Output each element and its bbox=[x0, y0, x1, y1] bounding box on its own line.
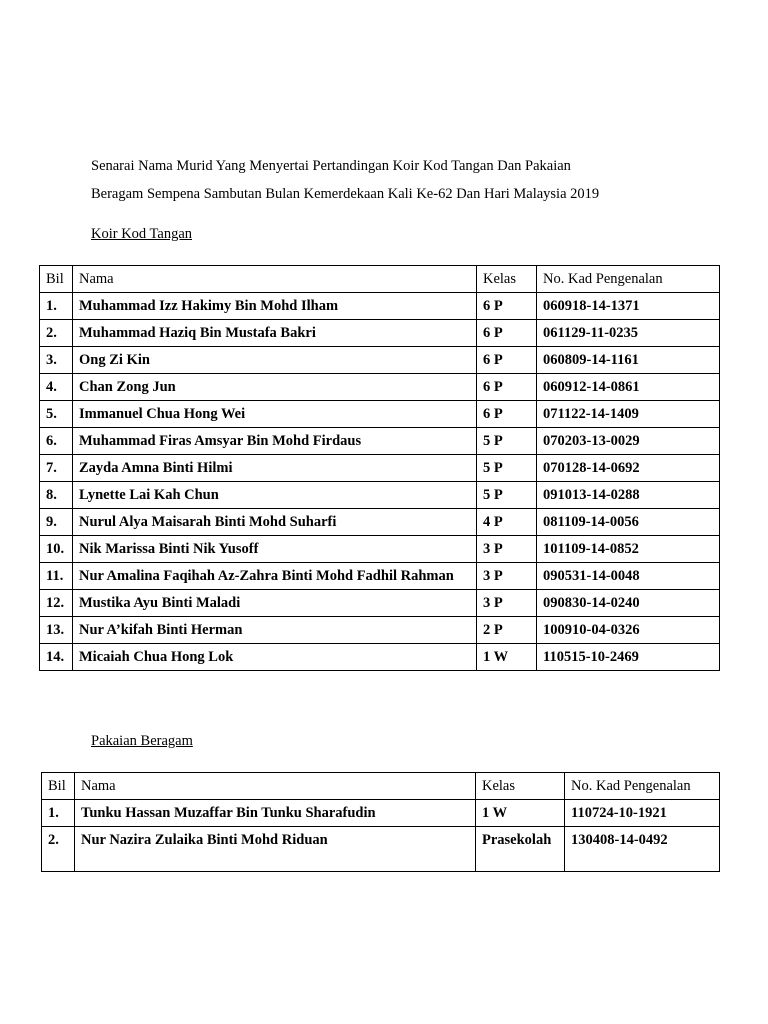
cell-bil: 9. bbox=[40, 509, 73, 536]
header-ic: No. Kad Pengenalan bbox=[565, 773, 720, 800]
cell-kelas: 5 P bbox=[477, 455, 537, 482]
cell-bil: 11. bbox=[40, 563, 73, 590]
cell-ic: 110515-10-2469 bbox=[537, 644, 720, 671]
cell-bil: 10. bbox=[40, 536, 73, 563]
header-bil: Bil bbox=[40, 266, 73, 293]
cell-ic: 070203-13-0029 bbox=[537, 428, 720, 455]
cell-nama: Nurul Alya Maisarah Binti Mohd Suharfi bbox=[73, 509, 477, 536]
document-title-line-1: Senarai Nama Murid Yang Menyertai Pertandingan Koir Kod Tangan Dan Pakaian bbox=[91, 158, 571, 174]
cell-kelas: 5 P bbox=[477, 428, 537, 455]
cell-bil: 4. bbox=[40, 374, 73, 401]
cell-bil: 2. bbox=[42, 827, 75, 872]
section-heading-pakaian: Pakaian Beragam bbox=[91, 733, 193, 749]
cell-ic: 070128-14-0692 bbox=[537, 455, 720, 482]
header-nama: Nama bbox=[75, 773, 476, 800]
cell-nama: Immanuel Chua Hong Wei bbox=[73, 401, 477, 428]
cell-nama: Nik Marissa Binti Nik Yusoff bbox=[73, 536, 477, 563]
cell-nama: Chan Zong Jun bbox=[73, 374, 477, 401]
cell-kelas: 5 P bbox=[477, 482, 537, 509]
table-row bbox=[40, 347, 720, 374]
cell-kelas: 3 P bbox=[477, 563, 537, 590]
table-row bbox=[40, 590, 720, 617]
header-kelas: Kelas bbox=[477, 266, 537, 293]
cell-ic: 101109-14-0852 bbox=[537, 536, 720, 563]
cell-bil: 12. bbox=[40, 590, 73, 617]
cell-bil: 6. bbox=[40, 428, 73, 455]
cell-kelas: 6 P bbox=[477, 293, 537, 320]
cell-bil: 1. bbox=[42, 800, 75, 827]
cell-bil: 14. bbox=[40, 644, 73, 671]
section-heading-koir: Koir Kod Tangan bbox=[91, 226, 193, 242]
table-header-row bbox=[42, 773, 720, 800]
cell-kelas: 6 P bbox=[477, 401, 537, 428]
document-title-line-2: Beragam Sempena Sambutan Bulan Kemerdekaan Kali Ke-62 Dan Hari Malaysia 2019 bbox=[91, 186, 600, 202]
cell-kelas: 2 P bbox=[477, 617, 537, 644]
cell-nama: Nur Amalina Faqihah Az-Zahra Binti Mohd Fadhil Rahman bbox=[73, 563, 477, 590]
cell-nama: Nur Nazira Zulaika Binti Mohd Riduan bbox=[75, 827, 476, 872]
cell-kelas: 6 P bbox=[477, 347, 537, 374]
table-row bbox=[40, 401, 720, 428]
cell-bil: 2. bbox=[40, 320, 73, 347]
table-row bbox=[40, 455, 720, 482]
cell-nama: Nur A’kifah Binti Herman bbox=[73, 617, 477, 644]
cell-nama: Zayda Amna Binti Hilmi bbox=[73, 455, 477, 482]
header-kelas: Kelas bbox=[476, 773, 565, 800]
table-row bbox=[42, 827, 720, 872]
cell-nama: Muhammad Firas Amsyar Bin Mohd Firdaus bbox=[73, 428, 477, 455]
table-row bbox=[40, 482, 720, 509]
table-row bbox=[40, 644, 720, 671]
cell-kelas: Prasekolah bbox=[476, 827, 565, 872]
cell-bil: 13. bbox=[40, 617, 73, 644]
cell-kelas: 1 W bbox=[476, 800, 565, 827]
cell-kelas: 1 W bbox=[477, 644, 537, 671]
cell-nama: Mustika Ayu Binti Maladi bbox=[73, 590, 477, 617]
cell-bil: 3. bbox=[40, 347, 73, 374]
cell-nama: Ong Zi Kin bbox=[73, 347, 477, 374]
cell-nama: Muhammad Izz Hakimy Bin Mohd Ilham bbox=[73, 293, 477, 320]
cell-nama: Lynette Lai Kah Chun bbox=[73, 482, 477, 509]
table-row bbox=[40, 320, 720, 347]
cell-nama: Tunku Hassan Muzaffar Bin Tunku Sharafudin bbox=[75, 800, 476, 827]
header-nama: Nama bbox=[73, 266, 477, 293]
table-row bbox=[40, 509, 720, 536]
pakaian-table bbox=[41, 772, 720, 872]
table-header-row bbox=[40, 266, 720, 293]
cell-ic: 081109-14-0056 bbox=[537, 509, 720, 536]
cell-ic: 091013-14-0288 bbox=[537, 482, 720, 509]
cell-ic: 110724-10-1921 bbox=[565, 800, 720, 827]
cell-nama: Muhammad Haziq Bin Mustafa Bakri bbox=[73, 320, 477, 347]
table-row bbox=[40, 374, 720, 401]
table-row bbox=[40, 617, 720, 644]
cell-kelas: 6 P bbox=[477, 374, 537, 401]
cell-ic: 090531-14-0048 bbox=[537, 563, 720, 590]
table-row bbox=[40, 536, 720, 563]
cell-bil: 7. bbox=[40, 455, 73, 482]
table-row bbox=[40, 428, 720, 455]
table-row bbox=[40, 293, 720, 320]
cell-ic: 060809-14-1161 bbox=[537, 347, 720, 374]
header-ic: No. Kad Pengenalan bbox=[537, 266, 720, 293]
cell-ic: 071122-14-1409 bbox=[537, 401, 720, 428]
cell-nama: Micaiah Chua Hong Lok bbox=[73, 644, 477, 671]
cell-kelas: 3 P bbox=[477, 536, 537, 563]
cell-ic: 130408-14-0492 bbox=[565, 827, 720, 872]
cell-bil: 1. bbox=[40, 293, 73, 320]
koir-table bbox=[39, 265, 720, 671]
header-bil: Bil bbox=[42, 773, 75, 800]
cell-ic: 090830-14-0240 bbox=[537, 590, 720, 617]
cell-ic: 060918-14-1371 bbox=[537, 293, 720, 320]
table-row bbox=[42, 800, 720, 827]
cell-bil: 8. bbox=[40, 482, 73, 509]
cell-kelas: 3 P bbox=[477, 590, 537, 617]
cell-ic: 060912-14-0861 bbox=[537, 374, 720, 401]
cell-bil: 5. bbox=[40, 401, 73, 428]
cell-ic: 061129-11-0235 bbox=[537, 320, 720, 347]
cell-kelas: 4 P bbox=[477, 509, 537, 536]
cell-ic: 100910-04-0326 bbox=[537, 617, 720, 644]
table-row bbox=[40, 563, 720, 590]
cell-kelas: 6 P bbox=[477, 320, 537, 347]
